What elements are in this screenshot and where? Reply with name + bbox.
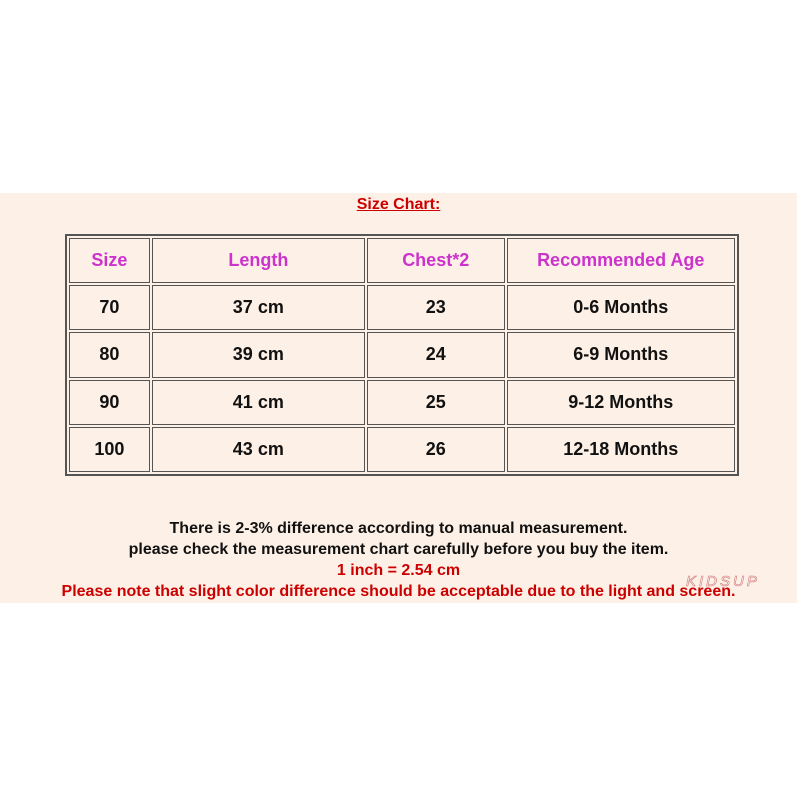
note-check-chart: please check the measurement chart carefully before you buy the item. — [128, 541, 669, 558]
cell-length: 41 cm — [152, 380, 365, 425]
notes — [0, 518, 797, 602]
table-header-row — [69, 238, 735, 283]
header-length: Length — [152, 238, 365, 283]
cell-length: 37 cm — [152, 285, 365, 330]
cell-chest: 23 — [367, 285, 505, 330]
cell-size: 80 — [69, 332, 150, 377]
cell-age: 9-12 Months — [507, 380, 735, 425]
cell-length: 39 cm — [152, 332, 365, 377]
note-color-difference: Please note that slight color difference should be acceptable due to the light and screen. — [61, 583, 736, 600]
header-chest: Chest*2 — [367, 238, 505, 283]
header-size: Size — [69, 238, 150, 283]
table-row — [69, 380, 735, 425]
size-table — [65, 234, 739, 476]
note-measurement-difference: There is 2-3% difference according to manual measurement. — [169, 520, 628, 537]
table-row — [69, 332, 735, 377]
cell-age: 12-18 Months — [507, 427, 735, 472]
cell-size: 100 — [69, 427, 150, 472]
cell-chest: 24 — [367, 332, 505, 377]
chart-title: Size Chart: — [356, 196, 441, 213]
cell-chest: 26 — [367, 427, 505, 472]
cell-age: 6-9 Months — [507, 332, 735, 377]
header-recommended-age: Recommended Age — [507, 238, 735, 283]
cell-size: 70 — [69, 285, 150, 330]
watermark-logo: KIDSUP — [686, 573, 760, 590]
cell-length: 43 cm — [152, 427, 365, 472]
cell-size: 90 — [69, 380, 150, 425]
cell-age: 0-6 Months — [507, 285, 735, 330]
note-inch-conversion: 1 inch = 2.54 cm — [336, 562, 461, 579]
table-row — [69, 427, 735, 472]
table-row — [69, 285, 735, 330]
size-chart-panel — [0, 193, 797, 603]
cell-chest: 25 — [367, 380, 505, 425]
